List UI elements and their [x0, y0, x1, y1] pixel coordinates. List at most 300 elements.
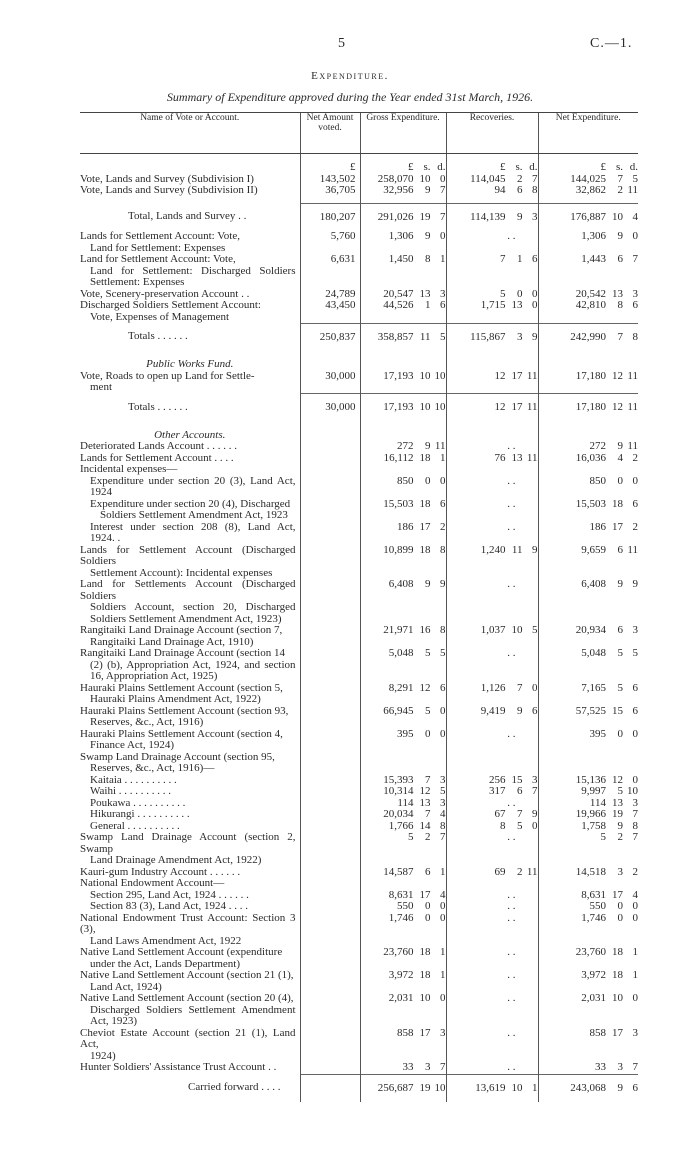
recoveries	[446, 476, 538, 499]
row-name-text: Section 295, Land Act, 1924 . . . . . .	[90, 888, 249, 901]
net-amount-voted	[300, 878, 360, 890]
row-name	[80, 1062, 300, 1074]
row-name-text: Expenditure under section 20 (3), Land Act, 1924	[90, 474, 296, 498]
unit-pound: £	[500, 161, 506, 173]
empty-cell	[538, 422, 638, 442]
net-amount-voted	[300, 890, 360, 902]
net-expenditure-pounds: 2,031	[581, 992, 606, 1004]
net-expenditure-pounds: 20,542	[575, 287, 606, 300]
net-expenditure	[538, 499, 638, 522]
row-name-text: Hunter Soldiers' Assistance Trust Account . .	[80, 1061, 277, 1073]
net-amount-voted	[300, 821, 360, 833]
gross-expenditure	[360, 786, 446, 798]
table-row	[80, 394, 638, 422]
net-expenditure-shillings: 17	[612, 1026, 623, 1039]
gross-expenditure-pounds: 32,956	[383, 184, 414, 196]
net-expenditure-pence: 0	[632, 900, 638, 912]
recoveries-blank: . .	[507, 440, 516, 452]
table-row	[80, 476, 638, 499]
net-amount-voted	[300, 441, 360, 453]
gross-expenditure-pounds: 8,631	[388, 888, 414, 901]
table-row	[80, 729, 638, 752]
gross-expenditure-pounds: 114	[397, 796, 414, 809]
gross-expenditure	[360, 878, 446, 890]
gross-expenditure-pounds: 15,393	[383, 773, 414, 786]
net-expenditure-pounds: 7,165	[581, 681, 606, 694]
net-expenditure	[538, 901, 638, 913]
gross-expenditure-shillings: 11	[419, 330, 431, 343]
gross-expenditure-shillings: 12	[419, 681, 431, 694]
gross-expenditure	[360, 545, 446, 580]
net-expenditure	[538, 832, 638, 867]
page-number: 5	[338, 36, 345, 51]
net-amount-voted	[300, 706, 360, 729]
gross-expenditure	[360, 394, 446, 422]
empty-cell	[360, 422, 446, 442]
gross-expenditure-pence: 6	[440, 299, 446, 311]
net-expenditure-pounds: 15,136	[575, 773, 606, 786]
recoveries	[446, 625, 538, 648]
gross-expenditure-pence: 10	[434, 401, 446, 413]
net-amount-voted	[300, 1062, 360, 1074]
net-expenditure-shillings: 12	[612, 369, 623, 382]
table-row	[80, 625, 638, 648]
net-amount-voted	[300, 993, 360, 1028]
recoveries-pence: 3	[532, 773, 538, 786]
gross-expenditure-pence: 10	[434, 1081, 446, 1094]
net-expenditure	[538, 394, 638, 422]
recoveries	[446, 706, 538, 729]
recoveries-blank: . .	[507, 727, 516, 740]
row-name	[80, 522, 300, 545]
gross-expenditure	[360, 970, 446, 993]
recoveries-pounds: 67	[494, 808, 506, 820]
recoveries-blank: . .	[507, 578, 516, 590]
recoveries	[446, 300, 538, 323]
row-name-text: Swamp Land Drainage Account (section 2, Swamp	[80, 831, 296, 855]
table-row	[80, 832, 638, 867]
gross-expenditure-pence: 3	[440, 287, 446, 300]
gross-expenditure	[360, 441, 446, 453]
gross-expenditure-shillings: 10	[419, 369, 431, 382]
net-expenditure	[538, 809, 638, 821]
recoveries-pounds: 317	[489, 785, 506, 797]
row-name	[80, 970, 300, 993]
section-heading-row	[80, 351, 638, 371]
row-name-continuation: Finance Act, 1924)	[90, 739, 175, 751]
row-name-text: Land for Settlement Account: Vote,	[80, 253, 236, 265]
net-expenditure-pence: 11	[627, 184, 638, 196]
row-name-text: Kauri-gum Industry Account . . . . . .	[80, 865, 241, 878]
table-row	[80, 323, 638, 351]
net-expenditure-pence: 6	[632, 1081, 638, 1094]
column-header-net-expenditure: Net Expenditure.	[538, 113, 638, 154]
row-name-text: Totals . . . . . .	[128, 330, 188, 342]
net-expenditure	[538, 867, 638, 879]
net-expenditure-shillings: 18	[612, 969, 623, 981]
recoveries	[446, 786, 538, 798]
row-name	[80, 729, 300, 752]
gross-expenditure	[360, 579, 446, 625]
gross-expenditure-pence: 6	[440, 497, 446, 510]
recoveries	[446, 441, 538, 453]
table-row	[80, 254, 638, 289]
unit-pound: £	[600, 161, 606, 173]
recoveries-pounds: 115,867	[470, 330, 506, 343]
net-expenditure-pence: 5	[632, 172, 638, 185]
net-expenditure-pence: 0	[632, 992, 638, 1004]
net-expenditure-pence: 2	[632, 520, 638, 533]
gross-expenditure-shillings: 17	[419, 888, 431, 901]
net-expenditure-shillings: 2	[617, 831, 623, 843]
row-name	[80, 579, 300, 625]
net-expenditure-shillings: 6	[617, 543, 623, 556]
net-expenditure-pence: 0	[632, 911, 638, 924]
row-name-text: Native Land Settlement Account (section 21 (1),	[80, 969, 294, 981]
recoveries	[446, 231, 538, 254]
net-amount-voted	[300, 683, 360, 706]
net-expenditure-shillings: 15	[612, 704, 623, 717]
gross-expenditure-pence: 4	[440, 808, 446, 820]
row-name	[80, 231, 300, 254]
row-name-continuation: Discharged Soldiers Settlement Amendment Act, 1923)	[90, 1003, 296, 1027]
unit-shilling: s.	[515, 161, 523, 173]
net-expenditure-shillings: 0	[617, 727, 623, 740]
row-name-continuation: Hauraki Plains Amendment Act, 1922)	[90, 693, 261, 705]
recoveries	[446, 174, 538, 186]
net-expenditure	[538, 545, 638, 580]
recoveries-pence: 6	[532, 704, 538, 717]
gross-expenditure-shillings: 2	[425, 831, 431, 843]
net-expenditure	[538, 300, 638, 323]
net-expenditure	[538, 1074, 638, 1102]
row-name-text: Vote, Lands and Survey (Subdivision II)	[80, 184, 258, 196]
unit-pound: £	[300, 154, 360, 174]
gross-expenditure-pounds: 10,899	[383, 543, 414, 556]
recoveries-pence: 11	[526, 401, 538, 413]
row-name	[80, 545, 300, 580]
gross-expenditure-pence: 2	[440, 520, 446, 533]
table-row	[80, 371, 638, 394]
empty-cell	[360, 351, 446, 371]
net-expenditure	[538, 1028, 638, 1063]
row-name	[80, 947, 300, 970]
row-name-text: Hikurangi . . . . . . . . . .	[90, 808, 190, 820]
gross-expenditure-pounds: 44,526	[383, 299, 414, 311]
net-expenditure-shillings: 0	[617, 900, 623, 912]
row-name-continuation: Soldiers Account, section 20, Discharged Soldiers Settlement Amendment Act, 1923)	[90, 601, 296, 625]
net-expenditure-pounds: 114	[589, 796, 606, 809]
gross-expenditure-shillings: 18	[419, 969, 431, 981]
row-name-continuation: under the Act, Lands Department)	[90, 957, 240, 970]
row-name-text: Vote, Roads to open up Land for Settle-	[80, 369, 255, 382]
recoveries-pence: 0	[532, 287, 538, 300]
row-name-text: Vote, Lands and Survey (Subdivision I)	[80, 172, 254, 185]
gross-expenditure-pounds: 258,070	[377, 172, 414, 185]
empty-cell	[538, 351, 638, 371]
net-expenditure-shillings: 7	[617, 172, 623, 185]
net-expenditure-pounds: 8,631	[581, 888, 606, 901]
net-expenditure-pence: 11	[627, 401, 638, 413]
recoveries-pence: 5	[532, 624, 538, 636]
row-name-text: Hauraki Plains Settlement Account (section 93,	[80, 704, 289, 717]
table-row	[80, 231, 638, 254]
row-name-continuation: Land for Settlement: Discharged Soldiers Settlement: Expenses	[90, 264, 296, 288]
recoveries	[446, 453, 538, 465]
net-expenditure	[538, 1062, 638, 1074]
net-amount-voted	[300, 579, 360, 625]
row-name-continuation: Reserves, &c., Act, 1916)—	[90, 762, 215, 774]
recoveries	[446, 752, 538, 775]
row-name	[80, 706, 300, 729]
gross-expenditure-pence: 8	[440, 819, 446, 832]
table-row	[80, 300, 638, 323]
net-amount-voted: 180,207	[300, 203, 360, 231]
gross-expenditure-pounds: 20,547	[383, 287, 414, 300]
recoveries	[446, 832, 538, 867]
row-name	[80, 625, 300, 648]
row-name-text: Incidental expenses—	[80, 463, 178, 475]
net-expenditure-shillings: 19	[612, 808, 623, 820]
recoveries-pounds: 9,419	[480, 704, 506, 717]
net-expenditure-pence: 5	[632, 647, 638, 659]
net-expenditure-pounds: 3,972	[581, 969, 606, 981]
gross-expenditure-pence: 0	[440, 992, 446, 1004]
net-expenditure-pounds: 9,659	[581, 543, 606, 556]
recoveries	[446, 798, 538, 810]
recoveries-shillings: 10	[511, 1081, 523, 1094]
gross-expenditure-pounds: 1,766	[388, 819, 414, 832]
net-expenditure-pounds: 57,525	[575, 704, 606, 717]
net-expenditure-pounds: 144,025	[570, 172, 606, 185]
gross-expenditure-pence: 8	[440, 543, 446, 556]
gross-expenditure-shillings: 9	[425, 230, 431, 242]
recoveries	[446, 878, 538, 890]
gross-expenditure-pounds: 1,306	[388, 230, 414, 242]
net-amount-voted: 30,000	[300, 371, 360, 394]
net-amount-voted	[300, 545, 360, 580]
gross-expenditure	[360, 371, 446, 394]
net-expenditure-shillings: 3	[617, 865, 623, 878]
recoveries-pence: 6	[532, 253, 538, 265]
table-row	[80, 683, 638, 706]
net-expenditure-pence: 9	[632, 578, 638, 590]
gross-expenditure-pence: 1	[440, 451, 446, 464]
recoveries	[446, 1074, 538, 1102]
net-expenditure-shillings: 12	[612, 773, 623, 786]
recoveries-pence: 0	[532, 681, 538, 694]
net-expenditure-pence: 6	[632, 704, 638, 717]
empty-cell	[300, 351, 360, 371]
row-name	[80, 1074, 300, 1102]
net-expenditure	[538, 890, 638, 902]
recoveries-shillings: 9	[517, 210, 523, 223]
recoveries-pence: 0	[532, 819, 538, 832]
row-name-text: Hauraki Plains Settlement Account (section 4,	[80, 727, 283, 740]
net-expenditure-pence: 6	[632, 497, 638, 510]
gross-expenditure-pounds: 850	[397, 474, 414, 487]
recoveries-blank: . .	[507, 520, 516, 533]
gross-expenditure-shillings: 8	[425, 253, 431, 265]
net-expenditure	[538, 706, 638, 729]
net-expenditure-pounds: 15,503	[575, 497, 606, 510]
gross-expenditure-pence: 3	[440, 1026, 446, 1039]
gross-expenditure-pounds: 66,945	[383, 704, 414, 717]
row-name-text: Lands for Settlement Account: Vote,	[80, 230, 240, 242]
net-expenditure-shillings: 4	[617, 451, 623, 464]
recoveries-pounds: 114,045	[470, 172, 506, 185]
net-amount-voted	[300, 832, 360, 867]
recoveries-shillings: 9	[517, 704, 523, 717]
gross-expenditure-pounds: 272	[397, 440, 414, 452]
recoveries-pence: 11	[526, 451, 538, 464]
net-amount-voted	[300, 809, 360, 821]
net-expenditure-shillings: 10	[612, 992, 623, 1004]
gross-expenditure-pounds: 16,112	[383, 451, 414, 464]
gross-expenditure	[360, 821, 446, 833]
page-subtitle: Summary of Expenditure approved during the Year ended 31st March, 1926.	[166, 90, 534, 104]
recoveries-pounds: 8	[500, 819, 506, 832]
net-expenditure-pence: 1	[632, 946, 638, 958]
gross-expenditure-pounds: 550	[397, 900, 414, 912]
net-amount-voted	[300, 648, 360, 683]
net-expenditure-shillings: 9	[617, 1081, 623, 1094]
section-heading: Public Works Fund.	[146, 358, 234, 370]
gross-expenditure-pounds: 21,971	[383, 624, 414, 636]
net-expenditure-shillings: 18	[612, 946, 623, 958]
recoveries	[446, 913, 538, 948]
net-expenditure-pounds: 5,048	[581, 647, 606, 659]
row-name	[80, 394, 300, 422]
gross-expenditure-shillings: 9	[425, 578, 431, 590]
gross-expenditure-shillings: 9	[425, 440, 431, 452]
net-expenditure-pence: 2	[632, 865, 638, 878]
table-row	[80, 203, 638, 231]
recoveries-pounds: 12	[494, 369, 506, 382]
net-expenditure-shillings: 6	[617, 253, 623, 265]
recoveries-pounds: 1,126	[480, 681, 506, 694]
gross-expenditure-pounds: 1,450	[388, 253, 414, 265]
row-name-continuation: Land Drainage Amendment Act, 1922)	[90, 854, 262, 866]
recoveries-blank: . .	[507, 474, 516, 487]
recoveries	[446, 821, 538, 833]
net-expenditure-pence: 7	[632, 808, 638, 820]
recoveries	[446, 729, 538, 752]
recoveries-pence: 3	[532, 210, 538, 223]
column-header-recoveries: Recoveries.	[446, 113, 538, 154]
recoveries-pence: 11	[526, 865, 538, 878]
recoveries-blank: . .	[507, 911, 516, 924]
net-amount-voted: 30,000	[300, 394, 360, 422]
recoveries	[446, 579, 538, 625]
net-amount-voted	[300, 522, 360, 545]
recoveries-units	[446, 154, 538, 174]
net-expenditure-shillings: 9	[617, 578, 623, 590]
table-row	[80, 1074, 638, 1102]
row-name-text: Swamp Land Drainage Account (section 95,	[80, 750, 275, 763]
net-amount-voted	[300, 453, 360, 465]
unit-shilling: s.	[615, 161, 623, 173]
row-name-text: Hauraki Plains Settlement Account (section 5,	[80, 681, 283, 694]
net-expenditure-shillings: 12	[612, 401, 623, 413]
gross-expenditure-shillings: 19	[419, 210, 431, 223]
gross-expenditure-shillings: 5	[425, 647, 431, 659]
net-expenditure-pence: 3	[632, 287, 638, 300]
net-expenditure-pounds: 1,443	[581, 253, 606, 265]
net-expenditure-pounds: 32,862	[575, 184, 606, 196]
gross-expenditure-pounds: 20,034	[383, 808, 414, 820]
gross-expenditure-pounds: 8,291	[388, 681, 414, 694]
net-expenditure-pence: 0	[632, 773, 638, 786]
recoveries-pounds: 12	[494, 401, 506, 413]
row-name-continuation: Land Laws Amendment Act, 1922	[90, 934, 242, 947]
net-expenditure-pounds: 243,068	[570, 1081, 606, 1094]
gross-expenditure	[360, 706, 446, 729]
net-amount-voted	[300, 901, 360, 913]
gross-expenditure-pounds: 858	[397, 1026, 414, 1039]
row-name	[80, 300, 300, 323]
recoveries	[446, 648, 538, 683]
units-row	[80, 154, 638, 174]
net-expenditure-shillings: 0	[617, 911, 623, 924]
recoveries-pounds: 7	[500, 253, 506, 265]
page-header	[0, 36, 700, 52]
recoveries-shillings: 6	[517, 785, 523, 797]
unit-pound: £	[408, 161, 414, 173]
recoveries-blank: . .	[507, 831, 516, 843]
recoveries-shillings: 17	[511, 369, 523, 382]
net-expenditure	[538, 522, 638, 545]
table-row	[80, 1062, 638, 1074]
net-expenditure-shillings: 8	[617, 299, 623, 311]
net-expenditure-pence: 11	[627, 369, 638, 382]
row-name-text: General . . . . . . . . . .	[90, 819, 180, 832]
row-name	[80, 371, 300, 394]
gross-expenditure-pence: 0	[440, 172, 446, 185]
net-expenditure-shillings: 10	[612, 210, 623, 223]
net-expenditure	[538, 970, 638, 993]
recoveries	[446, 993, 538, 1028]
gross-expenditure	[360, 729, 446, 752]
net-expenditure-pence: 4	[632, 210, 638, 223]
row-name-continuation: Land for Settlement: Expenses	[90, 241, 226, 254]
net-expenditure-shillings: 9	[617, 230, 623, 242]
net-expenditure-pence: 3	[632, 796, 638, 809]
empty-cell	[300, 422, 360, 442]
recoveries-shillings: 15	[511, 773, 523, 786]
recoveries	[446, 1028, 538, 1063]
row-name-text: Expenditure under section 20 (4), Discharged	[90, 497, 291, 510]
gross-expenditure-pounds: 5	[408, 831, 414, 843]
net-amount-voted	[300, 499, 360, 522]
gross-expenditure-shillings: 12	[419, 785, 431, 797]
gross-expenditure-shillings: 18	[419, 451, 431, 464]
net-expenditure	[538, 993, 638, 1028]
net-expenditure	[538, 371, 638, 394]
recoveries-blank: . .	[507, 969, 516, 981]
row-name-text: Kaitaia . . . . . . . . . .	[90, 773, 177, 786]
net-expenditure	[538, 683, 638, 706]
recoveries	[446, 464, 538, 476]
recoveries	[446, 947, 538, 970]
gross-expenditure-shillings: 10	[419, 401, 431, 413]
net-expenditure-pence: 7	[632, 831, 638, 843]
net-expenditure-pounds: 17,180	[575, 369, 606, 382]
row-name	[80, 203, 300, 231]
net-expenditure-pounds: 17,180	[575, 401, 606, 413]
row-name-text: Poukawa . . . . . . . . . .	[90, 796, 186, 809]
net-expenditure-shillings: 9	[617, 819, 623, 832]
